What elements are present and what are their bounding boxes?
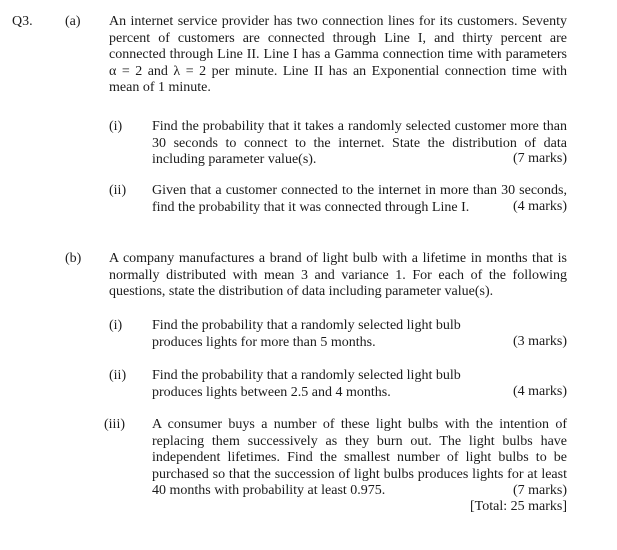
part-b-item-iii-marks: (7 marks) (512, 483, 567, 498)
part-a-item-ii-marks: (4 marks) (512, 199, 567, 214)
part-b-item-i-label: (i) (109, 318, 123, 333)
part-b-item-i-marks: (3 marks) (512, 334, 567, 349)
part-a-item-i-text: Find the probability that it takes a randomly selected customer more than 30 seconds to connect to the internet. State the distribution of data including parameter value(s). (152, 119, 567, 167)
part-b-intro: A company manufactures a brand of light bulb with a lifetime in months that is normally distributed with mean 3 and variance 1. For each of the following questions, state the distribution of data including parameter value(s). (109, 251, 567, 299)
question-number: Q3. (12, 14, 33, 29)
part-a-intro: An internet service provider has two connection lines for its customers. Seventy percent of customers are connected through Line I, and thirty percent are connected through Line II. Line I has a Gamma connection time with parameters α = 2 and λ = 2 per minute. Line II has an Exponential connection time with mean of 1 minute. (109, 14, 567, 95)
part-b-item-ii-marks: (4 marks) (512, 384, 567, 399)
part-b-item-i-text: Find the probability that a randomly selected light bulb produces lights for more than 5 months. (152, 318, 461, 350)
part-b-label: (b) (65, 251, 82, 266)
part-b-item-ii-label: (ii) (109, 368, 127, 383)
total-marks: [Total: 25 marks] (470, 499, 567, 514)
part-a-item-i-marks: (7 marks) (512, 151, 567, 166)
part-b-item-ii-text: Find the probability that a randomly selected light bulb produces lights between 2.5 and 4 months. (152, 368, 461, 400)
part-b-item-iii-text: A consumer buys a number of these light bulbs with the intention of replacing them successively as they burn out. The light bulbs have independent lifetimes. Find the smallest number of light bulbs to be purchased so that the succession of light bulbs produces lights for at least 40 months with probability at least 0.975. (152, 417, 567, 498)
part-a-label: (a) (65, 14, 81, 29)
part-a-item-i-label: (i) (109, 119, 123, 134)
part-b-item-iii-label: (iii) (104, 417, 125, 432)
part-a-item-ii-text: Given that a customer connected to the internet in more than 30 seconds, find the probability that it was connected through Line I. (152, 183, 567, 215)
part-a-item-ii-label: (ii) (109, 183, 127, 198)
